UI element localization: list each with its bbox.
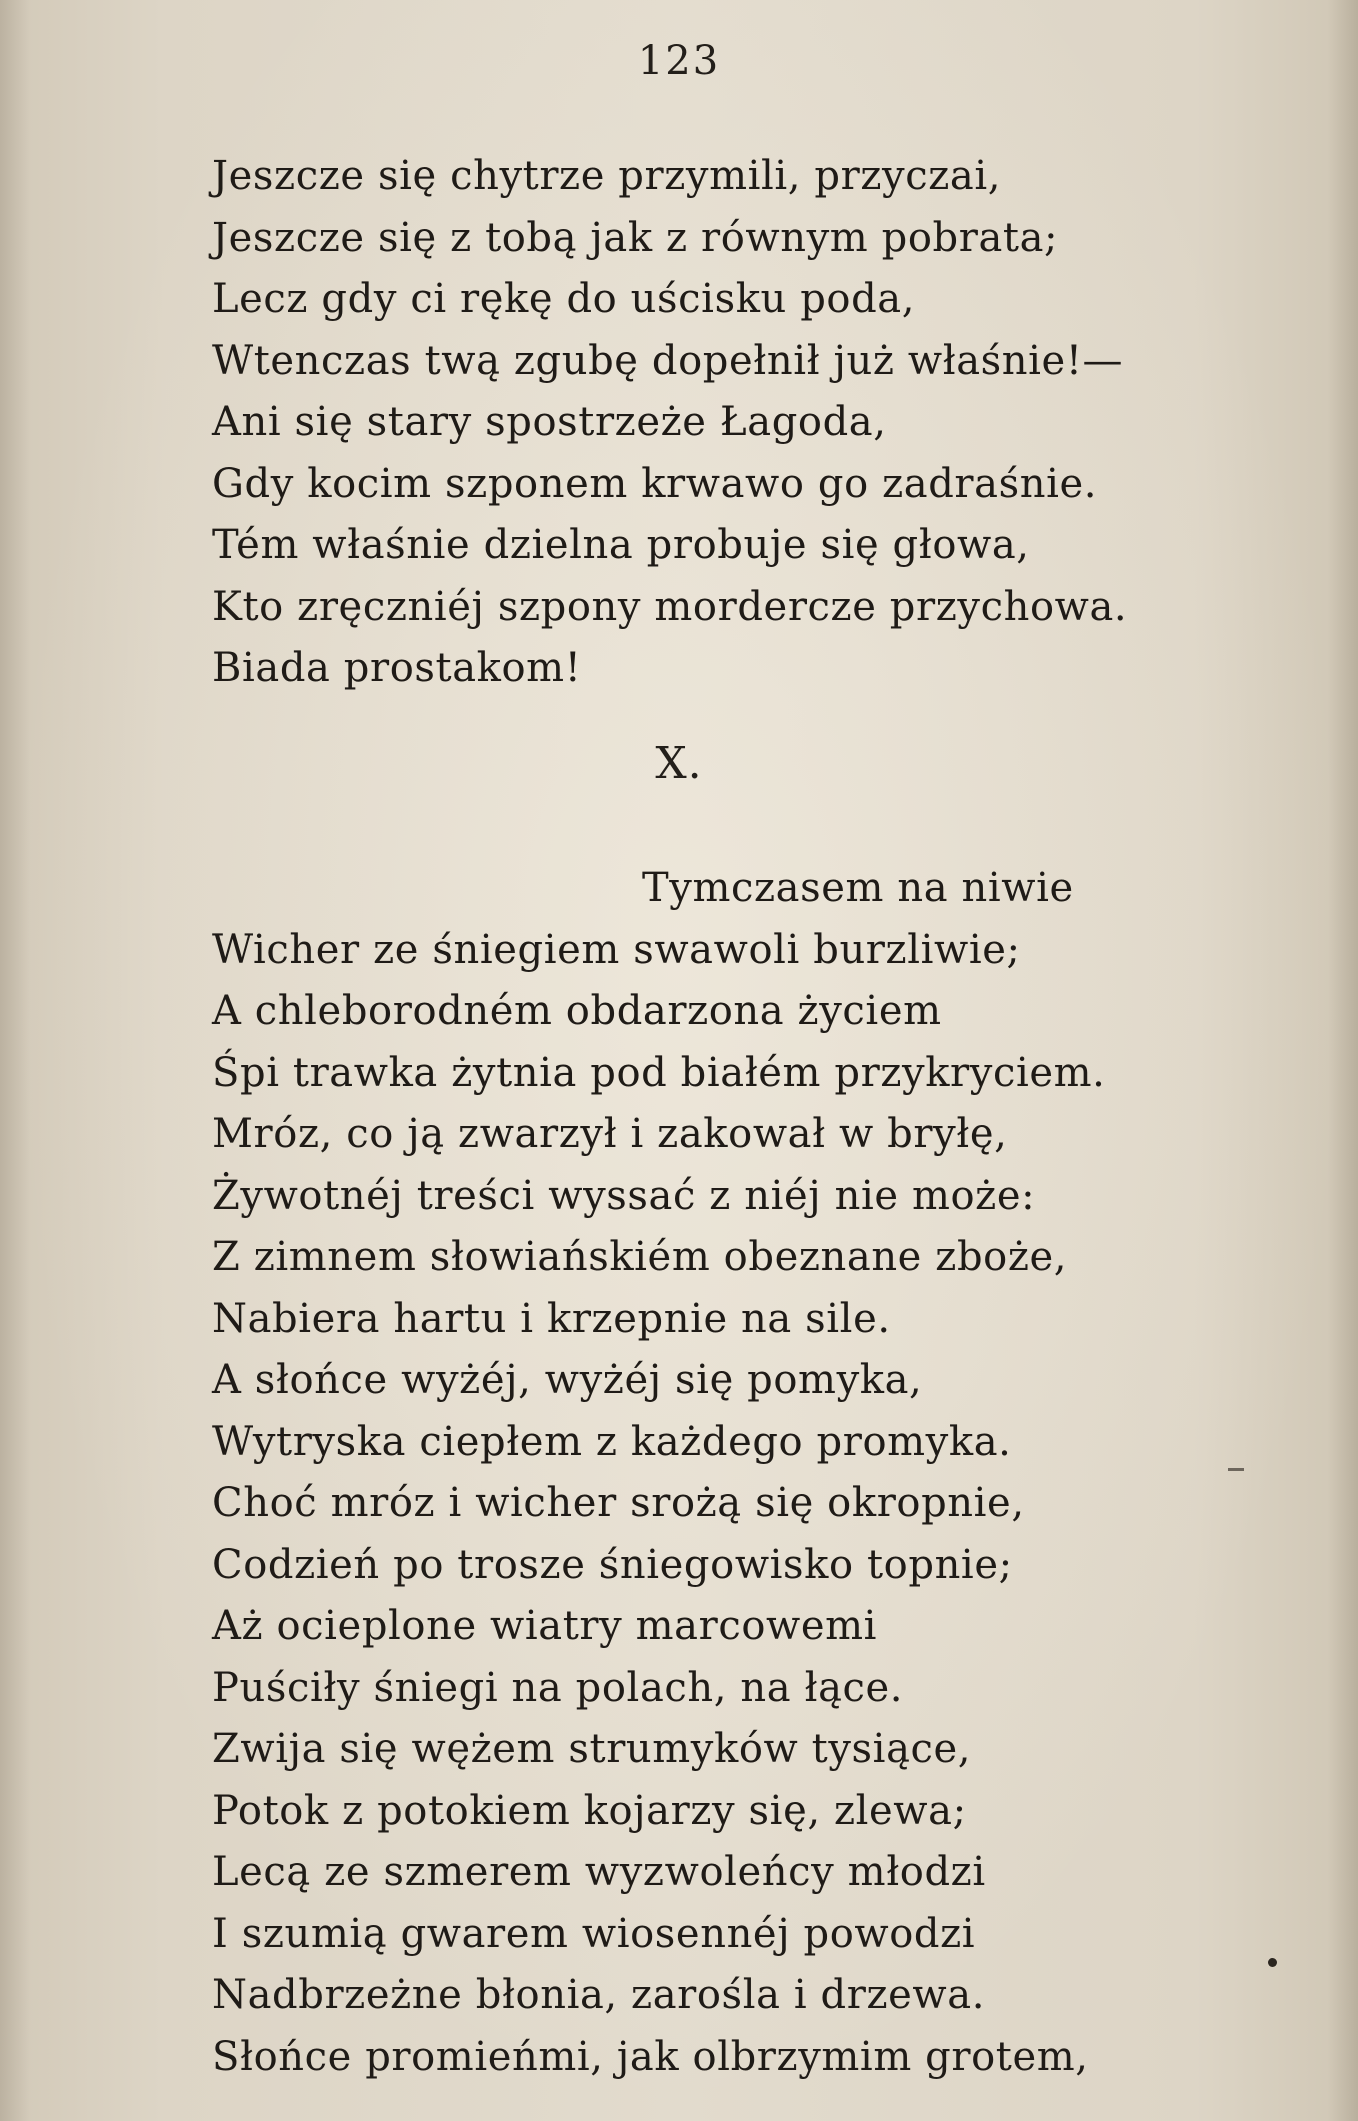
- verse-line: Z zimnem słowiańskiém obeznane zboże,: [212, 1234, 1068, 1280]
- verse-line: Wicher ze śniegiem swawoli burzliwie;: [212, 926, 1021, 973]
- verse-line: Choć mróz i wicher srożą się okropnie,: [212, 1480, 1025, 1526]
- verse-line: Mróz, co ją zwarzył i zakował w bryłę,: [212, 1111, 1008, 1157]
- verse-line: Puściły śniegi na polach, na łące.: [212, 1664, 904, 1711]
- margin-mark-dot: [1268, 1958, 1277, 1967]
- verse-line: Lecz gdy ci rękę do uścisku poda,: [212, 276, 916, 322]
- page-edge-shadow-right: [1328, 0, 1358, 2121]
- verse-line: Tém właśnie dzielna probuje się głowa,: [212, 522, 1030, 568]
- stanza-2: [212, 858, 1105, 2088]
- verse-line: Kto zręczniéj szpony mordercze przychowa.: [212, 583, 1128, 630]
- verse-line: Śpi trawka żytnia pod białém przykryciem.: [212, 1049, 1106, 1096]
- verse-line: Nabiera hartu i krzepnie na sile.: [212, 1295, 891, 1342]
- verse-line: A chleborodném obdarzona życiem: [212, 988, 942, 1034]
- margin-mark-dash: [1228, 1468, 1244, 1471]
- verse-line: Codzień po trosze śniegowisko topnie;: [212, 1541, 1013, 1588]
- verse-line: Potok z potokiem kojarzy się, zlewa;: [212, 1787, 967, 1834]
- verse-line: Słońce promieńmi, jak olbrzymim grotem,: [212, 2033, 1089, 2080]
- verse-line: Żywotnéj treści wyssać z niéj nie może:: [212, 1172, 1036, 1219]
- verse-line-opening: Tymczasem na niwie: [642, 865, 1074, 911]
- verse-line: Lecą ze szmerem wyzwoleńcy młodzi: [212, 1849, 986, 1895]
- verse-line: Wytryska ciepłem z każdego promyka.: [212, 1418, 1012, 1465]
- page-number: 123: [637, 38, 721, 84]
- verse-line: Jeszcze się chytrze przymili, przyczai,: [212, 153, 1002, 199]
- verse-line: Wtenczas twą zgubę dopełnił już właśnie!—: [212, 337, 1124, 384]
- verse-line: Ani się stary spostrzeże Łagoda,: [212, 399, 887, 445]
- verse-line: I szumią gwarem wiosennéj powodzi: [212, 1910, 976, 1957]
- section-heading: X.: [655, 738, 703, 789]
- verse-line: Jeszcze się z tobą jak z równym pobrata;: [212, 214, 1059, 261]
- page-edge-shadow-left: [0, 0, 30, 2121]
- verse-line: Gdy kocim szponem krwawo go zadraśnie.: [212, 460, 1098, 507]
- verse-line: Aż ocieplone wiatry marcowemi: [212, 1603, 878, 1649]
- verse-line: A słońce wyżéj, wyżéj się pomyka,: [212, 1357, 923, 1403]
- verse-line: Biada prostakom!: [212, 645, 582, 691]
- verse-line: Nadbrzeżne błonia, zarośla i drzewa.: [212, 1972, 986, 2018]
- stanza-1: [212, 146, 1127, 700]
- verse-line: Zwija się wężem strumyków tysiące,: [212, 1726, 972, 1772]
